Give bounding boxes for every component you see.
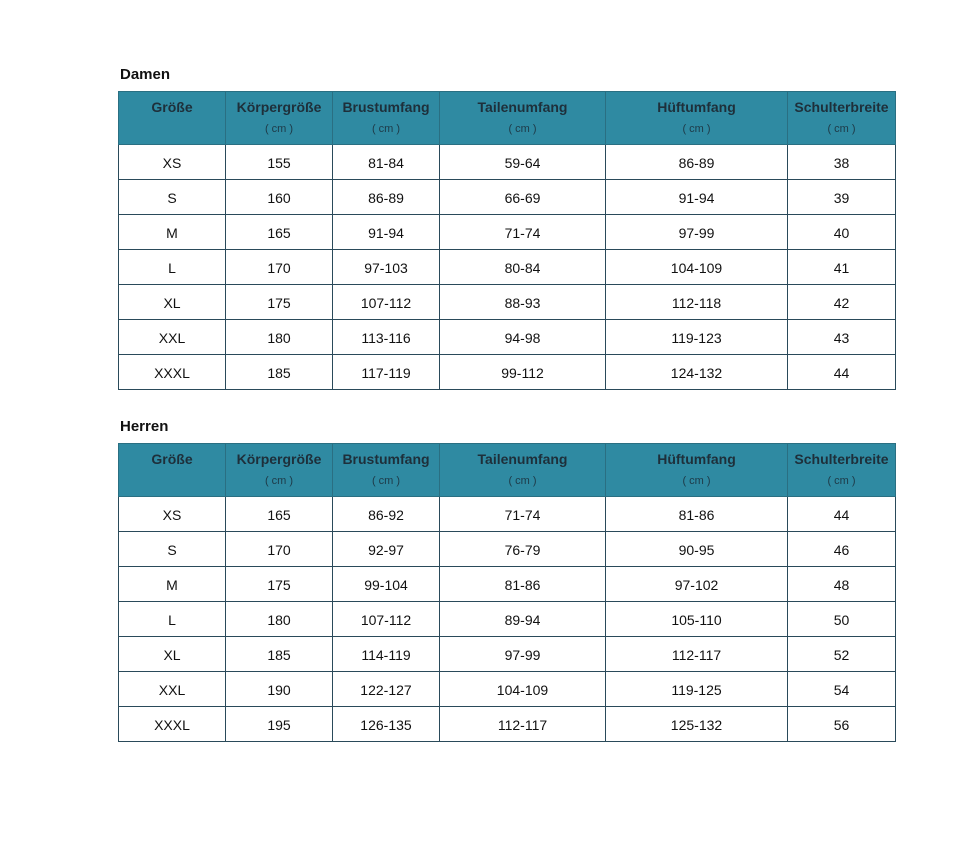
table-row [119,707,896,742]
table-cell: 119-125 [606,672,788,707]
table-cell: 112-117 [440,707,606,742]
table-cell: 97-99 [440,637,606,672]
table-cell: 185 [226,355,333,390]
table-cell: 86-89 [606,145,788,180]
table-row [119,285,896,320]
table-cell: 104-109 [440,672,606,707]
table-cell: 185 [226,637,333,672]
table-cell: 170 [226,250,333,285]
table-cell: 165 [226,215,333,250]
table-row [119,355,896,390]
table-cell: S [119,180,226,215]
table-cell: 170 [226,532,333,567]
table-cell: 81-84 [333,145,440,180]
column-label: Hüftumfang [657,451,736,467]
table-cell: 40 [788,215,896,250]
table-cell: 160 [226,180,333,215]
table-cell: 124-132 [606,355,788,390]
column-unit: ( cm ) [682,475,711,487]
table-cell: 44 [788,355,896,390]
column-header [440,444,606,497]
table-cell: 99-112 [440,355,606,390]
column-label: Körpergröße [236,99,322,115]
table-row [119,497,896,532]
table-cell: 80-84 [440,250,606,285]
table-cell: 86-89 [333,180,440,215]
column-header [226,92,333,145]
column-header [226,444,333,497]
table-cell: 50 [788,602,896,637]
table-cell: 54 [788,672,896,707]
table-cell: 155 [226,145,333,180]
table-cell: M [119,215,226,250]
table-cell: 81-86 [606,497,788,532]
table-cell: XL [119,637,226,672]
column-label: Körpergröße [236,451,322,467]
column-header [606,92,788,145]
header-row [119,92,896,145]
column-header [788,444,896,497]
column-unit: ( cm ) [371,123,401,135]
table-cell: 99-104 [333,567,440,602]
column-header [333,444,440,497]
column-unit: ( cm ) [827,123,856,135]
table-cell: 43 [788,320,896,355]
table-cell: 52 [788,637,896,672]
table-row [119,672,896,707]
table-row [119,637,896,672]
table-row [119,145,896,180]
damen-size-table [118,91,896,390]
table-cell: 89-94 [440,602,606,637]
column-label: Größe [151,451,193,467]
column-header [606,444,788,497]
table-cell: L [119,602,226,637]
table-cell: 76-79 [440,532,606,567]
table-cell: 48 [788,567,896,602]
table-cell: 46 [788,532,896,567]
table-row [119,567,896,602]
table-cell: 119-123 [606,320,788,355]
column-label: Hüftumfang [657,99,736,115]
table-cell: S [119,532,226,567]
table-cell: 180 [226,602,333,637]
column-label: Schulterbreite [794,451,889,467]
table-cell: 112-118 [606,285,788,320]
table-cell: 122-127 [333,672,440,707]
table-row [119,602,896,637]
column-unit: ( cm ) [371,475,401,487]
table-row [119,320,896,355]
table-cell: 97-102 [606,567,788,602]
column-header [119,92,226,145]
table-cell: 56 [788,707,896,742]
table-cell: 59-64 [440,145,606,180]
table-cell: 42 [788,285,896,320]
table-cell: 114-119 [333,637,440,672]
table-cell: XXL [119,320,226,355]
table-row [119,180,896,215]
column-header [788,92,896,145]
table-cell: 107-112 [333,285,440,320]
table-cell: 175 [226,285,333,320]
table-cell: XXL [119,672,226,707]
column-unit: ( cm ) [264,475,294,487]
table-row [119,532,896,567]
table-cell: 180 [226,320,333,355]
table-cell: 125-132 [606,707,788,742]
table-cell: 71-74 [440,497,606,532]
table-cell: 117-119 [333,355,440,390]
header-row [119,444,896,497]
column-label: Schulterbreite [794,99,889,115]
table-cell: 92-97 [333,532,440,567]
table-cell: XXXL [119,355,226,390]
column-header [333,92,440,145]
table-cell: 195 [226,707,333,742]
column-unit: ( cm ) [827,475,856,487]
table-cell: 97-99 [606,215,788,250]
table-cell: L [119,250,226,285]
column-label: Tailenumfang [477,451,568,467]
table-cell: 190 [226,672,333,707]
table-cell: 104-109 [606,250,788,285]
table-cell: 91-94 [333,215,440,250]
column-header [119,444,226,497]
table-cell: 41 [788,250,896,285]
column-label: Größe [151,99,193,115]
table-cell: XXXL [119,707,226,742]
table-cell: 97-103 [333,250,440,285]
table-cell: 90-95 [606,532,788,567]
table-row [119,250,896,285]
table-cell: 81-86 [440,567,606,602]
table-cell: 39 [788,180,896,215]
table-cell: XS [119,145,226,180]
table-cell: M [119,567,226,602]
damen-title: Damen [120,66,171,83]
table-cell: 165 [226,497,333,532]
table-cell: 38 [788,145,896,180]
column-unit: ( cm ) [508,123,537,135]
table-cell: 66-69 [440,180,606,215]
column-label: Brustumfang [342,99,430,115]
table-row [119,215,896,250]
table-cell: 107-112 [333,602,440,637]
herren-size-table [118,443,896,742]
table-cell: 94-98 [440,320,606,355]
table-cell: 44 [788,497,896,532]
column-unit: ( cm ) [508,475,537,487]
table-cell: 126-135 [333,707,440,742]
table-cell: 175 [226,567,333,602]
column-unit: ( cm ) [264,123,294,135]
table-cell: 105-110 [606,602,788,637]
table-cell: 71-74 [440,215,606,250]
table-cell: XL [119,285,226,320]
herren-title: Herren [120,418,169,435]
table-cell: 88-93 [440,285,606,320]
column-unit: ( cm ) [682,123,711,135]
column-label: Tailenumfang [477,99,568,115]
table-cell: 86-92 [333,497,440,532]
column-label: Brustumfang [342,451,430,467]
table-cell: 91-94 [606,180,788,215]
table-cell: 113-116 [333,320,440,355]
table-cell: XS [119,497,226,532]
table-cell: 112-117 [606,637,788,672]
column-header [440,92,606,145]
